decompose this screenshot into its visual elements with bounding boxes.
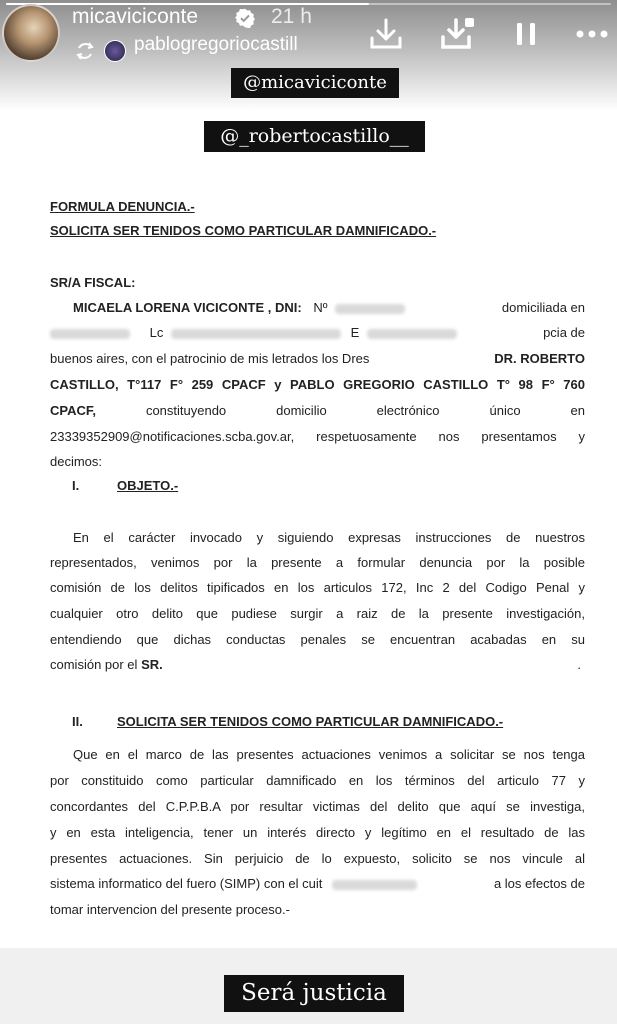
mention-sticker-micaviciconte[interactable]: @micaviciconte	[231, 68, 399, 98]
intro-l2-c: pcia de	[543, 325, 585, 340]
save-collection-icon[interactable]	[438, 14, 478, 54]
intro-l5-e: único	[489, 403, 521, 418]
section-1-last-b: SR.	[141, 657, 163, 672]
section-2-line-6	[50, 875, 585, 892]
intro-line-3	[50, 350, 585, 367]
download-icon[interactable]	[366, 14, 406, 54]
collaborator-avatar[interactable]	[104, 40, 126, 62]
intro-name: MICAELA LORENA VICICONTE , DNI:	[73, 300, 302, 315]
section-1-line-4: cualquier otro delito que pudiese surgir a raiz de la presente investigación,	[50, 606, 585, 621]
collaborator-name[interactable]: pablogregoriocastill	[134, 34, 298, 55]
section-1-last-a: comisión por el	[50, 657, 138, 672]
intro-line-5	[50, 402, 585, 419]
intro-dni-label: Nº	[313, 300, 328, 315]
intro-line-6: 23339352909@notificaciones.scba.gov.ar, respetuosamente nos presentamos y	[50, 429, 585, 444]
pause-icon[interactable]	[506, 14, 546, 54]
section-1-line-6	[50, 656, 585, 673]
section-1-line-2: representados, venimos por la presente a formular denuncia por la posible	[50, 555, 585, 570]
redacted-dni	[335, 304, 405, 314]
more-options-icon[interactable]	[572, 14, 612, 54]
intro-l5-a: CPACF,	[50, 403, 96, 418]
section-2-line-5: presentes actuaciones. Sin perjuicio de lo expuesto, solicito se nos vincule al	[50, 851, 585, 866]
verified-badge-icon	[235, 8, 255, 28]
intro-l5-f: en	[570, 403, 585, 418]
section-1-number: I.	[72, 478, 80, 493]
intro-line-7: decimos:	[50, 454, 103, 469]
closing-sticker[interactable]: Será justicia	[224, 975, 404, 1012]
section-1-last-c: .	[577, 657, 581, 672]
intro-l5-d: electrónico	[376, 403, 440, 418]
section-2-line-3: concordantes del C.P.P.B.A por resultar victimas del delito que aquí se investiga,	[50, 799, 585, 814]
intro-domicile-label: domiciliada en	[501, 300, 585, 315]
intro-l3-b: DR. ROBERTO	[494, 351, 585, 366]
intro-l5-c: domicilio	[276, 403, 327, 418]
section-2-line-4: y en esta inteligencia, tener un interés directo y legítimo en el resultado de las	[50, 825, 585, 840]
doc-title-2: SOLICITA SER TENIDOS COMO PARTICULAR DAMNIFICADO.-	[50, 223, 437, 238]
doc-salutation: SR/A FISCAL:	[50, 275, 136, 290]
section-2-line-2: por constituido como particular damnificado en los términos del articulo 77 y	[50, 773, 585, 788]
section-1-line-5: entendiendo que dichas conductas penales se encuentran acabadas en su	[50, 632, 585, 647]
section-1-heading	[50, 477, 585, 494]
section-2-heading	[50, 713, 585, 730]
intro-l2-b: E	[350, 325, 360, 340]
section-2-title: SOLICITA SER TENIDOS COMO PARTICULAR DAMNIFICADO.-	[117, 714, 504, 729]
section-1-title: OBJETO.-	[117, 478, 179, 493]
section-2-l6-b: a los efectos de	[493, 876, 585, 891]
intro-l3-a: buenos aires, con el patrocinio de mis letrados los Dres	[50, 351, 370, 366]
section-1-line-1: En el carácter invocado y siguiendo expresas instrucciones de nuestros	[73, 530, 585, 545]
post-time: 21 h	[271, 5, 312, 28]
mention-sticker-robertocastillo[interactable]: @_robertocastillo__	[204, 121, 425, 152]
intro-line-1	[50, 299, 585, 316]
section-1-line-3: comisión de los delitos tipificados en los articulos 172, Inc 2 del Codigo Penal y	[50, 580, 585, 595]
intro-l2-a: Lc	[149, 325, 164, 340]
redacted-address-1	[50, 329, 130, 339]
doc-title-1: FORMULA DENUNCIA.-	[50, 199, 195, 214]
intro-l5-b: constituyendo	[145, 403, 227, 418]
redacted-address-3	[367, 329, 457, 339]
intro-line-2	[50, 324, 585, 341]
section-2-number: II.	[72, 714, 83, 729]
section-2-line-1: Que en el marco de las presentes actuaciones venimos a solicitar se nos tenga	[73, 747, 585, 762]
collab-arrows-icon	[74, 40, 96, 62]
redacted-address-2	[171, 329, 341, 339]
redacted-cuit	[332, 880, 417, 890]
section-2-line-7: tomar intervencion del presente proceso.-	[50, 902, 290, 917]
section-2-l6-a: sistema informatico del fuero (SIMP) con el cuit	[50, 876, 323, 891]
avatar[interactable]	[2, 4, 60, 62]
intro-line-4: CASTILLO, T°117 F° 259 CPACF y PABLO GREGORIO CASTILLO T° 98 F° 760	[50, 377, 585, 392]
username[interactable]: micaviciconte	[72, 5, 199, 28]
